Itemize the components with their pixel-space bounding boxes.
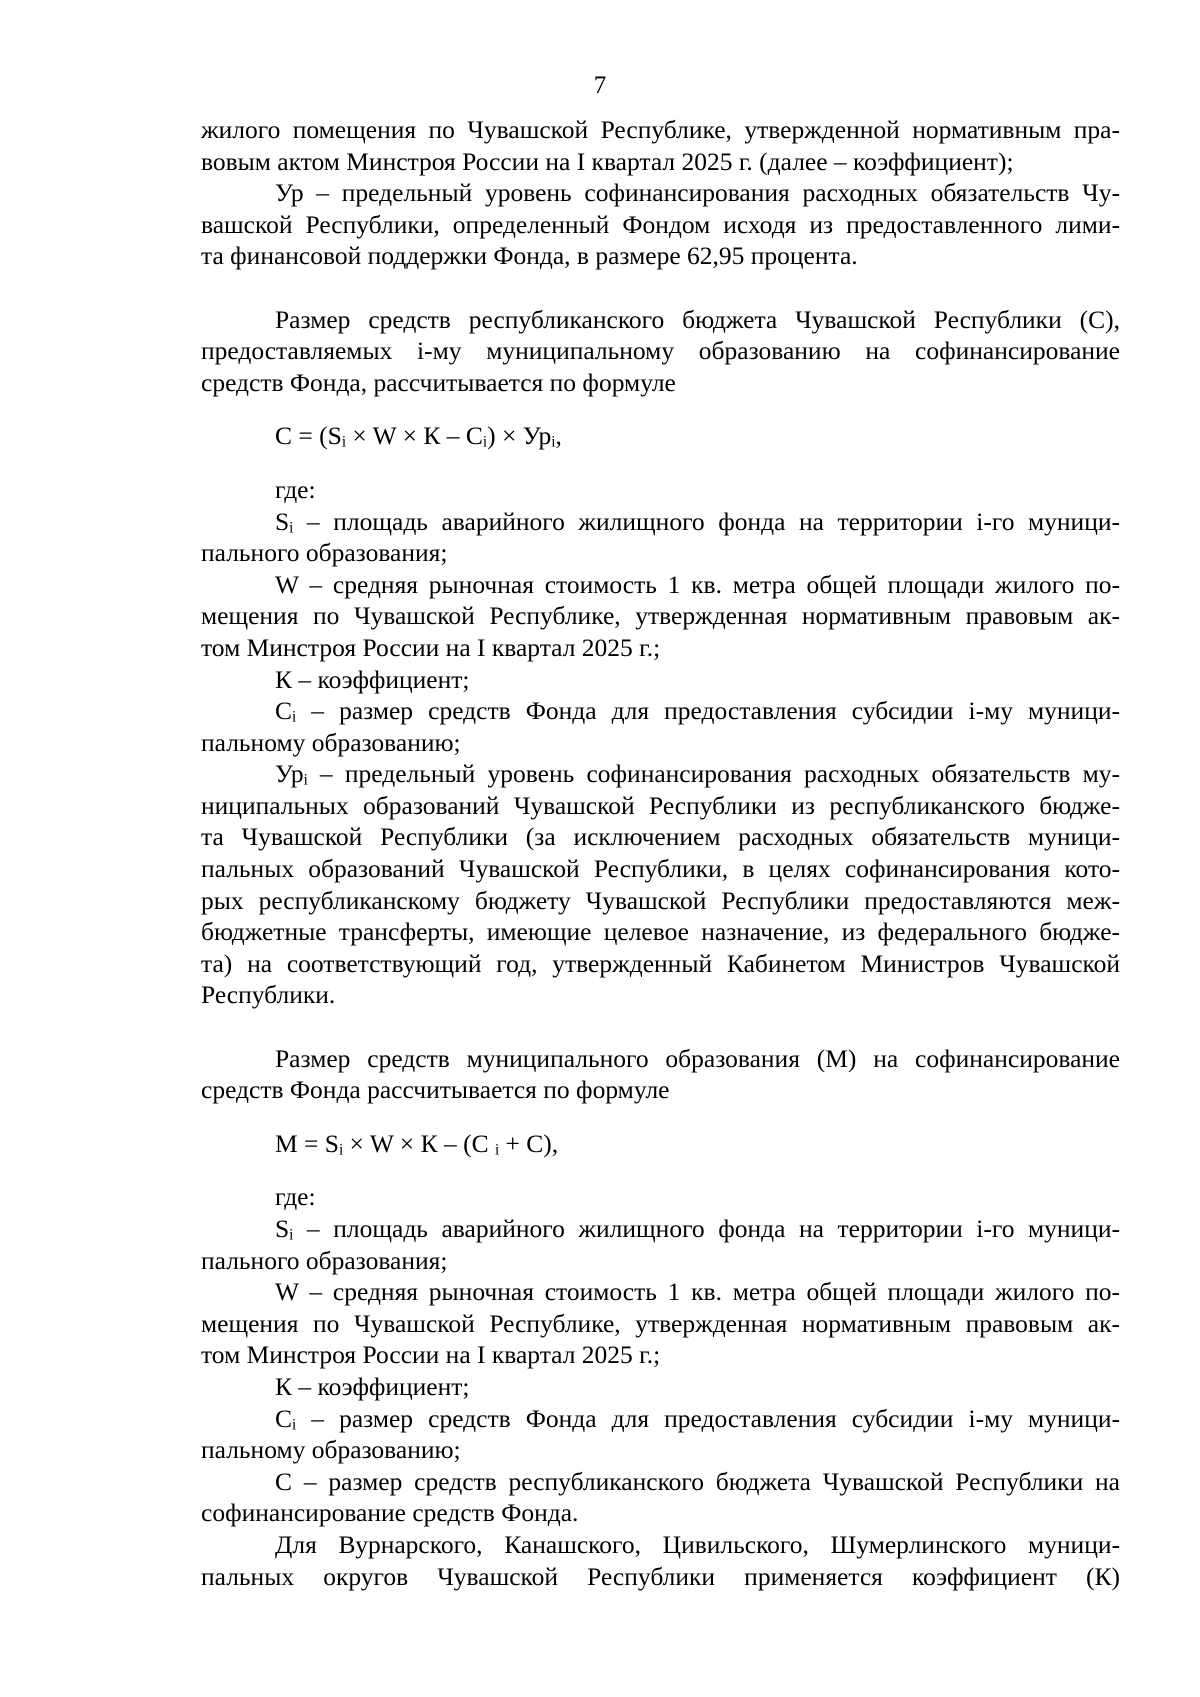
where-label: где: xyxy=(275,1182,316,1212)
where-label: где: xyxy=(275,474,316,504)
text-line: W – средняя рыночная стоимость 1 кв. метра общей площади жилого по- xyxy=(275,1277,1120,1307)
text-line: К – коэффициент; xyxy=(275,664,470,694)
text-line: Cᵢ – размер средств Фонда для предоставления субсидии i-му муници- xyxy=(275,1403,1120,1433)
text-line: средств Фонда рассчитывается по формуле xyxy=(201,1075,670,1105)
text-line: мещения по Чувашской Республике, утвержденная нормативным правовым ак- xyxy=(201,601,1120,631)
text-line: жилого помещения по Чувашской Республике, утвержденной нормативным пра- xyxy=(201,115,1120,144)
text-line: Cᵢ – размер средств Фонда для предоставления субсидии i-му муници- xyxy=(275,696,1120,726)
text-line: та Чувашской Республики (за исключением расходных обязательств муници- xyxy=(201,822,1120,852)
text-line: пальных образований Чувашской Республики, в целях софинансирования кото- xyxy=(201,854,1120,884)
text-line: вашской Республики, определенный Фондом исходя из предоставленного лими- xyxy=(201,209,1120,239)
text-line: пального образования; xyxy=(201,538,448,568)
document-body xyxy=(201,114,1120,1592)
page-number: 7 xyxy=(593,72,607,99)
text-line: Размер средств республиканского бюджета Чувашской Республики (С), xyxy=(275,304,1120,334)
text-line: средств Фонда, рассчитывается по формуле xyxy=(201,367,676,397)
text-line: пальному образованию; xyxy=(201,727,461,757)
text-line: предоставляемых i-му муниципальному образованию на софинансирование xyxy=(201,336,1120,366)
text-line: Sᵢ – площадь аварийного жилищного фонда на территории i-го муници- xyxy=(275,1214,1120,1243)
text-line: Ур – предельный уровень софинансирования расходных обязательств Чу- xyxy=(275,178,1120,208)
text-line: Республики. xyxy=(201,980,336,1010)
text-line: С – размер средств республиканского бюджета Чувашской Республики на xyxy=(275,1466,1120,1496)
text-line: пальных округов Чувашской Республики применяется коэффициент (К) xyxy=(201,1561,1120,1591)
text-line: пального образования; xyxy=(201,1245,448,1275)
text-line: том Минстроя России на I квартал 2025 г.; xyxy=(201,1340,661,1370)
text-line: рых республиканскому бюджету Чувашской Республики предоставляются меж- xyxy=(201,885,1120,915)
text-line: вовым актом Минстроя России на I квартал 2025 г. (далее – коэффициент); xyxy=(201,146,1014,176)
formula-m: М = Sᵢ × W × К – (C ᵢ + С), xyxy=(275,1128,559,1158)
text-line: W – средняя рыночная стоимость 1 кв. метра общей площади жилого по- xyxy=(275,569,1120,599)
text-line: том Минстроя России на I квартал 2025 г.; xyxy=(201,632,661,662)
text-line: К – коэффициент; xyxy=(275,1371,470,1401)
text-line: пальному образованию; xyxy=(201,1435,461,1465)
text-line: бюджетные трансферты, имеющие целевое назначение, из федерального бюдже- xyxy=(201,917,1120,947)
text-line: Для Вурнарского, Канашского, Цивильского, Шумерлинского муници- xyxy=(275,1529,1120,1559)
text-line: та) на соответствующий год, утвержденный Кабинетом Министров Чувашской xyxy=(201,948,1120,978)
text-line: Урᵢ – предельный уровень софинансирования расходных обязательств му- xyxy=(275,759,1120,789)
text-line: та финансовой поддержки Фонда, в размере 62,95 процента. xyxy=(201,241,858,271)
text-line: мещения по Чувашской Республике, утвержденная нормативным правовым ак- xyxy=(201,1308,1120,1338)
text-line: софинансирование средств Фонда. xyxy=(201,1498,579,1528)
text-line: Размер средств муниципального образования (М) на софинансирование xyxy=(275,1043,1120,1073)
text-line: ниципальных образований Чувашской Республики из республиканского бюдже- xyxy=(201,790,1120,820)
text-line: Sᵢ – площадь аварийного жилищного фонда на территории i-го муници- xyxy=(275,506,1120,536)
formula-c: С = (Sᵢ × W × К – Cᵢ) × Урᵢ, xyxy=(275,421,562,451)
